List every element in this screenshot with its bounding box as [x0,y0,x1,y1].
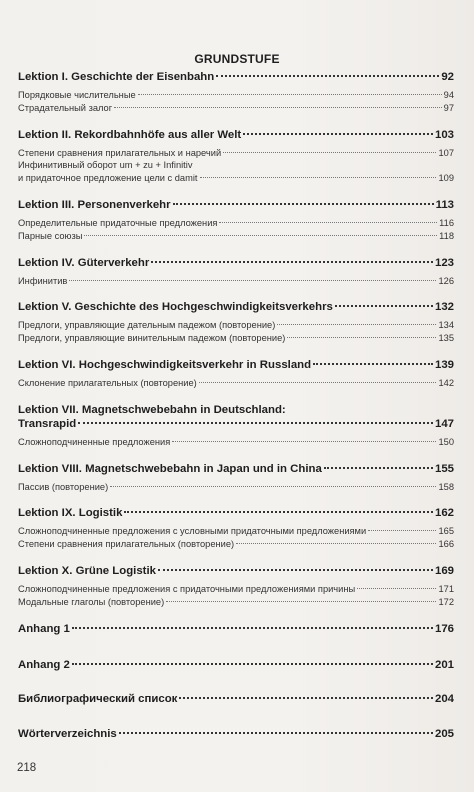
dot-leader [179,697,433,699]
subentry-title: Модальные глаголы (повторение) [18,596,165,607]
dot-leader [138,94,442,95]
subentry-title: Предлоги, управляющие дательным падежом (повторение) [18,320,276,331]
toc-lesson-heading[interactable] [18,70,454,84]
toc-subentry[interactable] [18,147,454,160]
dot-leader [172,441,436,442]
lesson-page-number: 113 [435,198,454,211]
lesson-page-number: 103 [434,128,454,141]
page-number: 218 [17,762,37,774]
toc-subentry[interactable] [18,436,454,449]
lesson-page-number: 132 [434,301,454,314]
subentry-page-number: 118 [439,230,454,241]
toc-subentry[interactable] [18,583,454,596]
subentry-page-number: 116 [439,217,454,228]
toc-lesson [18,564,454,609]
glossary-page-number: 205 [434,727,454,740]
subentry-page-number: 171 [438,583,454,594]
toc-lesson [18,358,454,390]
subentry-title-line: Инфинитивный оборот um + zu + Infinitiv [18,160,193,171]
toc-lesson [18,506,454,551]
dot-leader [166,601,436,602]
toc-lesson [18,300,454,345]
dot-leader [158,569,433,571]
dot-leader [84,235,437,236]
toc-lesson-heading[interactable] [18,506,454,520]
lesson-page-number: 139 [434,358,454,371]
subentry-title: Определительные придаточные предложения [18,217,218,228]
subentry-title: Степени сравнения прилагательных и наречий [18,147,222,158]
toc-subentry[interactable] [18,89,454,102]
toc-lesson-heading[interactable] [18,198,454,212]
lesson-title: Lektion IV. Güterverkehr [18,256,150,269]
lesson-title: Lektion VIII. Magnetschwebebahn in Japan und in China [18,462,322,475]
dot-leader [277,324,436,325]
dot-leader [69,280,436,281]
lesson-title: Transrapid [18,417,77,430]
lesson-page-number: 92 [441,71,454,83]
appendix-title: Anhang 2 [18,658,70,671]
subentry-title: Склонение прилагательных (повторение) [18,377,197,388]
toc-subentry[interactable] [18,332,454,345]
lesson-page-number: 155 [434,462,454,475]
subentry-page-number: 142 [438,377,454,388]
subentry-page-number: 97 [443,102,454,113]
toc-lesson [18,462,454,494]
dot-leader [124,511,433,513]
lesson-title: Lektion III. Personenverkehr [18,198,171,211]
appendix-page-number: 176 [434,622,454,635]
dot-leader [236,543,436,544]
dot-leader [324,467,433,469]
subentry-title: и придаточное предложение цели с damit [18,173,198,184]
lesson-title: Lektion V. Geschichte des Hochgeschwindigkeitsverkehrs [18,301,333,314]
subentry-page-number: 150 [438,436,454,447]
subentry-page-number: 165 [438,526,454,537]
table-of-contents [18,70,454,741]
dot-leader [114,107,442,108]
bibliography-page-number: 204 [434,692,454,705]
subentry-title: Сложноподчиненные предложения с условными придаточными предложениями [18,526,367,537]
toc-lesson-heading[interactable] [18,462,454,476]
toc-subentry[interactable] [18,275,454,288]
lesson-title: Lektion II. Rekordbahnhöfe aus aller Welt [18,128,242,141]
appendix-title: Anhang 1 [18,622,70,635]
glossary-title: Wörterverzeichnis [18,727,117,740]
dot-leader [110,486,436,487]
subentry-page-number: 107 [438,147,454,158]
dot-leader [216,75,439,77]
dot-leader [335,305,433,307]
toc-lesson-heading[interactable] [18,300,454,314]
lesson-title: Lektion IX. Logistik [18,507,123,520]
toc-subentry[interactable] [18,319,454,332]
dot-leader [151,261,433,263]
lesson-page-number: 123 [434,256,454,269]
toc-lesson [18,403,454,449]
lesson-page-number: 169 [434,564,454,577]
toc-subentry[interactable] [18,525,454,538]
toc-subentry[interactable] [18,230,454,243]
dot-leader [78,422,433,424]
toc-subentry[interactable] [18,538,454,551]
dot-leader [200,177,437,178]
toc-lesson [18,198,454,243]
subentry-title: Порядковые числительные [18,90,136,100]
subentry-title: Предлоги, управляющие винительным падежом (повторение) [18,333,286,344]
bibliography-title: Библиографический список [18,692,178,705]
subentry-title: Сложноподчиненные предложения [18,436,171,447]
lesson-title: Lektion VI. Hochgeschwindigkeitsverkehr in Russland [18,358,312,371]
toc-bibliography-entry[interactable] [18,692,454,706]
toc-lesson-heading[interactable] [18,564,454,578]
subentry-page-number: 135 [438,333,454,344]
dot-leader [287,337,436,338]
toc-subentry[interactable] [18,102,454,115]
lesson-title-line: Lektion VII. Magnetschwebebahn in Deutschland: [18,403,286,416]
toc-lesson [18,128,454,185]
dot-leader [219,222,437,223]
subentry-title: Сложноподчиненные предложения с придаточными предложениями причины [18,583,356,594]
subentry-title: Степени сравнения прилагательных (повторение) [18,539,235,550]
toc-subentry[interactable] [18,172,454,185]
dot-leader [243,133,433,135]
toc-glossary-entry[interactable] [18,727,454,741]
subentry-page-number: 126 [438,275,454,286]
lesson-title: Lektion I. Geschichte der Eisenbahn [18,71,215,83]
toc-appendix-entry[interactable] [18,622,454,636]
toc-lesson [18,256,454,288]
toc-lesson-heading[interactable] [18,358,454,372]
lesson-title: Lektion X. Grüne Logistik [18,564,156,577]
subentry-page-number: 158 [438,481,454,492]
toc-appendix-entry[interactable] [18,658,454,672]
appendix-page-number: 201 [434,658,454,671]
subentry-page-number: 172 [438,596,454,607]
dot-leader [223,152,436,153]
toc-lesson-heading[interactable] [18,128,454,142]
dot-leader [72,663,433,665]
subentry-title: Пассив (повторение) [18,481,109,492]
toc-subentry[interactable] [18,596,454,609]
toc-subentry[interactable] [18,217,454,230]
subentry-page-number: 94 [443,90,454,100]
lesson-page-number: 147 [434,417,454,430]
dot-leader [119,732,433,734]
subentry-page-number: 134 [438,320,454,331]
dot-leader [173,203,434,205]
dot-leader [199,382,437,383]
section-title: GRUNDSTUFE [194,52,280,66]
dot-leader [368,530,436,531]
subentry-page-number: 109 [438,173,454,184]
subentry-page-number: 166 [438,539,454,550]
subentry-title: Страдательный залог [18,102,113,113]
dot-leader [357,588,436,589]
toc-lesson-heading[interactable] [18,417,454,431]
toc-lesson-heading[interactable] [18,256,454,270]
toc-subentry[interactable] [18,481,454,494]
subentry-title: Парные союзы [18,230,83,241]
lesson-page-number: 162 [434,507,454,520]
toc-subentry[interactable] [18,377,454,390]
dot-leader [72,627,433,629]
subentry-title: Инфинитив [18,275,68,286]
dot-leader [313,363,433,365]
toc-lesson [18,70,454,115]
